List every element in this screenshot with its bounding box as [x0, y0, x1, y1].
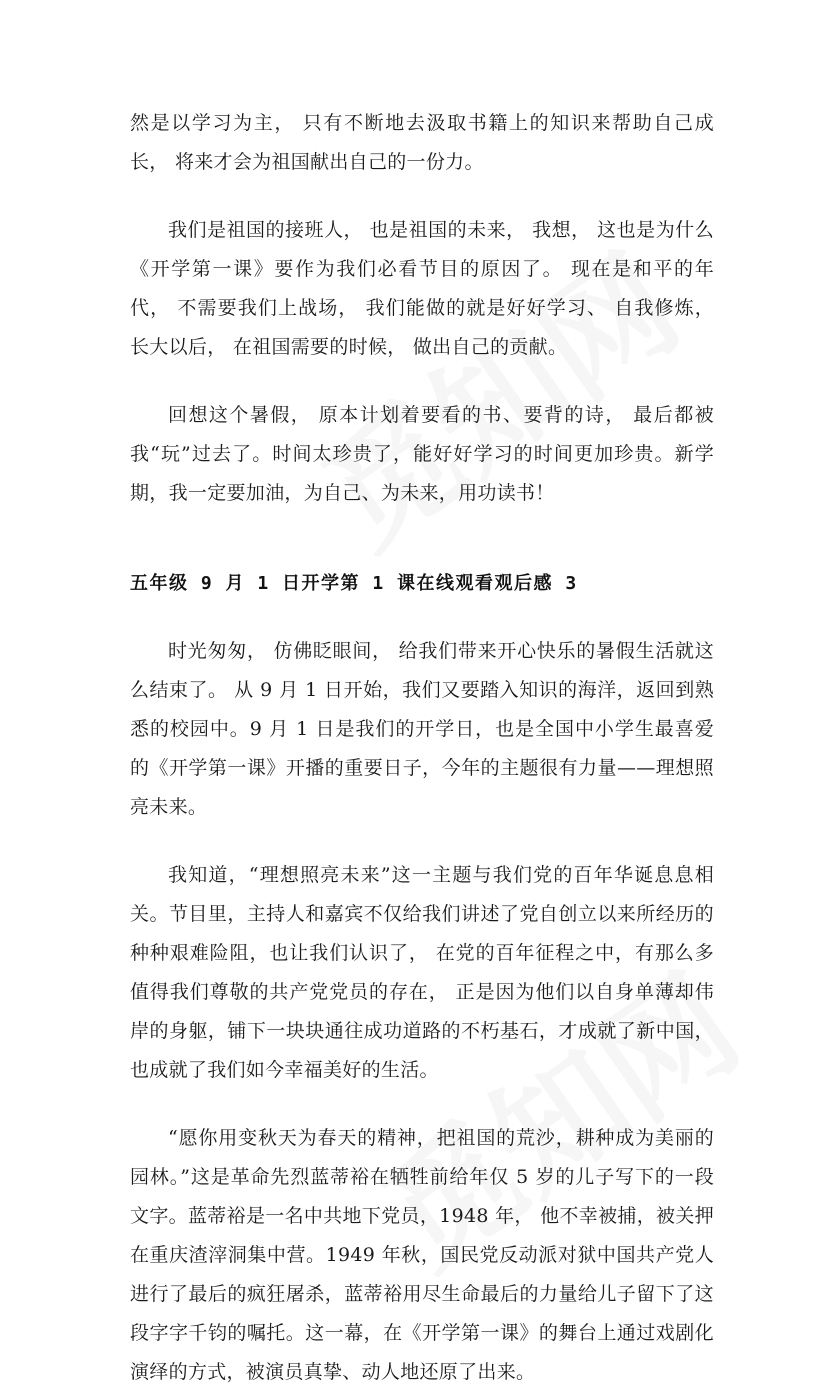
section-heading: 五年级 9 月 1 日开学第 1 课在线观看观后感 3: [130, 573, 578, 594]
paragraph: 我知道，“理想照亮未来”这一主题与我们党的百年华诞息息相关。节目里，主持人和嘉宾不仅给我们讲述了党自创立以来所经历的种种艰难险阻，也让我们认识了， 在党的百年征程之中，有那么多值得我们尊敬的共产党党员的存在， 正是因为他们以自身单薄却伟岸的身躯，铺下一块块通往成功道路的不朽基石，才成就了新中国，也成就了我们如今幸福美好的生活。: [130, 864, 714, 1081]
paragraph: 时光匆匆， 仿佛眨眼间， 给我们带来开心快乐的暑假生活就这么结束了。 从 9 月 1 日开始，我们又要踏入知识的海洋，返回到熟悉的校园中。9 月 1 日是我们的开学日，也是全国中小学生最喜爱的《开学第一课》开播的重要日子，今年的主题很有力量——理想照亮未来。: [130, 640, 714, 818]
paragraph: 我们是祖国的接班人， 也是祖国的未来， 我想， 这也是为什么《开学第一课》要作为我们必看节目的原因了。 现在是和平的年代， 不需要我们上战场， 我们能做的就是好好学习、 自我修炼， 长大以后， 在祖国需要的时候， 做出自己的贡献。: [130, 219, 714, 358]
paragraph: 回想这个暑假， 原本计划着要看的书、要背的诗， 最后都被我“玩”过去了。时间太珍贵了，能好好学习的时间更加珍贵。新学期，我一定要加油，为自己、为未来，用功读书！: [130, 404, 714, 504]
paragraph: 然是以学习为主， 只有不断地去汲取书籍上的知识来帮助自己成长， 将来才会为祖国献出自己的一份力。: [130, 112, 714, 173]
document-body: [130, 104, 714, 1392]
paragraph: “愿你用变秋天为春天的精神，把祖国的荒沙，耕种成为美丽的园林。”这是革命先烈蓝蒂裕在牺牲前给年仅 5 岁的儿子写下的一段文字。蓝蒂裕是一名中共地下党员，1948 年， 他不幸被捕，被关押在重庆渣滓洞集中营。1949 年秋，国民党反动派对狱中国共产党人进行了最后的疯狂屠杀，蓝蒂裕用尽生命最后的力量给儿子留下了这段字字千钧的嘱托。这一幕，在《开学第一课》的舞台上通过戏剧化演绎的方式，被演员真挚、动人地还原了出来。: [130, 1127, 714, 1383]
